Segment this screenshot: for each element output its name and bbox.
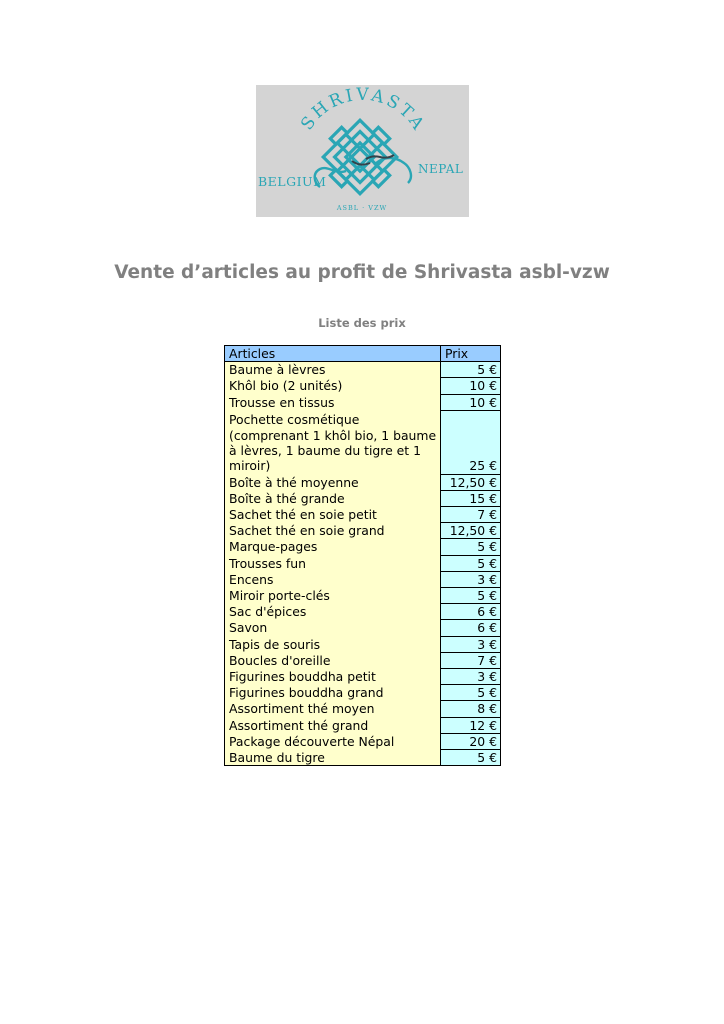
logo-text-bottom: ASBL · VZW (336, 204, 388, 212)
table-row (225, 490, 501, 506)
article-price: 6 € (441, 604, 501, 620)
article-name: Miroir porte-clés (225, 588, 441, 604)
article-name: Pochette cosmétique (comprenant 1 khôl bio, 1 baume à lèvres, 1 baume du tigre et 1 miroir) (225, 410, 441, 474)
table-row (225, 733, 501, 749)
article-price: 3 € (441, 669, 501, 685)
article-name: Assortiment thé grand (225, 717, 441, 733)
table-row (225, 588, 501, 604)
article-price: 6 € (441, 620, 501, 636)
article-price: 5 € (441, 685, 501, 701)
article-name: Trousse en tissus (225, 394, 441, 410)
table-row (225, 474, 501, 490)
article-name: Sac d'épices (225, 604, 441, 620)
article-price: 5 € (441, 588, 501, 604)
article-name: Tapis de souris (225, 636, 441, 652)
table-row (225, 636, 501, 652)
table-row (225, 669, 501, 685)
article-name: Savon (225, 620, 441, 636)
article-name: Marque-pages (225, 539, 441, 555)
table-row (225, 378, 501, 394)
table-row (225, 507, 501, 523)
article-name: Encens (225, 571, 441, 587)
table-row (225, 717, 501, 733)
table-row (225, 571, 501, 587)
table-row (225, 362, 501, 378)
price-list-subtitle: Liste des prix (318, 316, 406, 330)
table-row (225, 555, 501, 571)
table-row (225, 604, 501, 620)
table-row (225, 410, 501, 474)
endless-knot-icon (312, 109, 411, 205)
article-price: 10 € (441, 394, 501, 410)
article-price: 7 € (441, 652, 501, 668)
article-price: 25 € (441, 410, 501, 474)
article-name: Figurines bouddha grand (225, 685, 441, 701)
article-price: 12,50 € (441, 523, 501, 539)
table-row (225, 539, 501, 555)
article-price: 5 € (441, 539, 501, 555)
article-price: 5 € (441, 362, 501, 378)
article-name: Boîte à thé moyenne (225, 474, 441, 490)
article-name: Figurines bouddha petit (225, 669, 441, 685)
article-name: Baume du tigre (225, 750, 441, 766)
header-articles: Articles (225, 346, 441, 362)
page-title: Vente d’articles au profit de Shrivasta asbl-vzw (114, 262, 610, 283)
price-table (224, 345, 501, 766)
article-price: 15 € (441, 490, 501, 506)
article-name: Baume à lèvres (225, 362, 441, 378)
table-row (225, 394, 501, 410)
article-name: Boucles d'oreille (225, 652, 441, 668)
table-row (225, 685, 501, 701)
table-row (225, 701, 501, 717)
article-price: 7 € (441, 507, 501, 523)
article-price: 8 € (441, 701, 501, 717)
table-header-row (225, 346, 501, 362)
article-name: Package découverte Népal (225, 733, 441, 749)
article-price: 5 € (441, 750, 501, 766)
article-price: 5 € (441, 555, 501, 571)
article-price: 10 € (441, 378, 501, 394)
article-price: 3 € (441, 571, 501, 587)
logo-artwork (256, 85, 469, 217)
article-price: 20 € (441, 733, 501, 749)
article-name: Sachet thé en soie petit (225, 507, 441, 523)
shrivasta-logo (256, 85, 469, 217)
table-body (225, 362, 501, 766)
article-name: Sachet thé en soie grand (225, 523, 441, 539)
table-row (225, 523, 501, 539)
article-price: 3 € (441, 636, 501, 652)
article-price: 12,50 € (441, 474, 501, 490)
table-row (225, 750, 501, 766)
article-name: Khôl bio (2 unités) (225, 378, 441, 394)
header-price: Prix (441, 346, 501, 362)
logo-text-top: SHRIVASTA (297, 85, 430, 136)
table-row (225, 620, 501, 636)
logo-text-right: NEPAL (418, 162, 464, 176)
table-row (225, 652, 501, 668)
article-name: Assortiment thé moyen (225, 701, 441, 717)
article-name: Boîte à thé grande (225, 490, 441, 506)
article-price: 12 € (441, 717, 501, 733)
article-name: Trousses fun (225, 555, 441, 571)
logo-text-left: BELGIUM (258, 174, 327, 189)
